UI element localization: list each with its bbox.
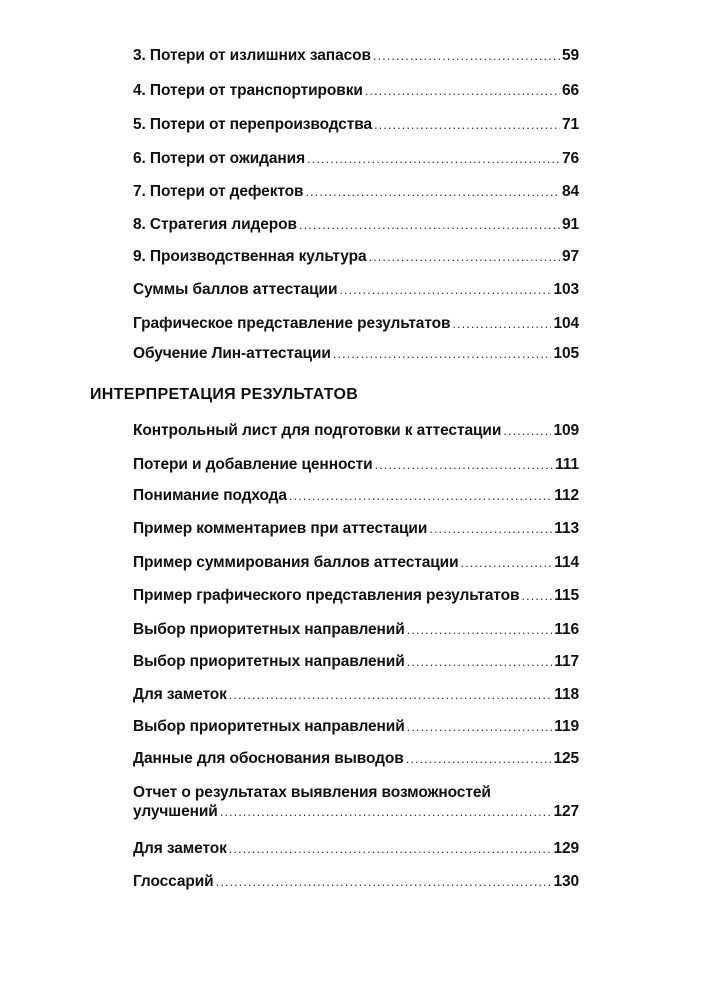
dot-leader	[289, 486, 552, 505]
dot-leader	[229, 685, 553, 704]
dot-leader	[407, 620, 553, 639]
toc-entry-title: Пример графического представления результатов	[133, 587, 520, 604]
toc-entry[interactable]	[133, 717, 579, 736]
toc-entry[interactable]	[133, 553, 579, 572]
toc-entry[interactable]	[133, 247, 579, 266]
toc-entry[interactable]	[133, 46, 579, 65]
toc-entry[interactable]	[133, 182, 579, 201]
dot-leader	[521, 586, 552, 605]
toc-entry-page: 129	[553, 840, 579, 857]
toc-entry-title: Выбор приоритетных направлений	[133, 621, 405, 638]
toc-entry-title: 8. Стратегия лидеров	[133, 216, 297, 233]
toc-entry-title: 3. Потери от излишних запасов	[133, 47, 371, 64]
dot-leader	[299, 215, 560, 234]
toc-entry-page: 103	[553, 281, 579, 298]
dot-leader	[406, 749, 552, 768]
dot-leader	[452, 314, 551, 333]
toc-entry-title: 7. Потери от дефектов	[133, 183, 304, 200]
section-heading: ИНТЕРПРЕТАЦИЯ РЕЗУЛЬТАТОВ	[90, 386, 359, 403]
dot-leader	[333, 344, 552, 363]
dot-leader	[305, 182, 560, 201]
toc-entry[interactable]	[133, 81, 579, 100]
toc-entry-page: 59	[561, 47, 579, 64]
toc-entry-page: 112	[554, 487, 579, 504]
toc-entry-page: 125	[553, 750, 579, 767]
toc-entry-title: Пример суммирования баллов аттестации	[133, 554, 459, 571]
toc-entry-title: Пример комментариев при аттестации	[133, 520, 428, 537]
toc-entry[interactable]	[133, 586, 579, 605]
toc-entry-page: 97	[561, 248, 579, 265]
toc-entry-title: Понимание подхода	[133, 487, 287, 504]
dot-leader	[374, 115, 560, 134]
toc-entry[interactable]	[133, 455, 579, 474]
dot-leader	[407, 652, 553, 671]
toc-entry[interactable]	[133, 486, 579, 505]
dot-leader	[365, 81, 560, 100]
dot-leader	[307, 149, 560, 168]
dot-leader	[229, 839, 552, 858]
toc-entry-page: 84	[561, 183, 579, 200]
toc-entry[interactable]	[133, 685, 579, 704]
toc-entry[interactable]	[133, 783, 579, 821]
toc-entry-page: 119	[554, 718, 579, 735]
dot-leader	[503, 421, 551, 440]
toc-entry-page: 118	[554, 686, 579, 703]
toc-entry-page: 127	[553, 803, 579, 820]
dot-leader	[339, 280, 551, 299]
toc-entry[interactable]	[133, 280, 579, 299]
dot-leader	[216, 872, 552, 891]
toc-entry-page: 117	[554, 653, 579, 670]
toc-entry[interactable]	[133, 215, 579, 234]
toc-entry-page: 113	[554, 520, 579, 537]
toc-entry-title: 4. Потери от транспортировки	[133, 82, 363, 99]
dot-leader	[461, 553, 553, 572]
toc-entry[interactable]	[133, 115, 579, 134]
toc-entry[interactable]	[133, 839, 579, 858]
toc-entry-title-continued: улучшений	[133, 803, 218, 820]
toc-entry-title: Глоссарий	[133, 873, 214, 890]
dot-leader	[429, 519, 552, 538]
toc-entry-title: Контрольный лист для подготовки к аттестации	[133, 422, 502, 439]
toc-entry-title: 9. Производственная культура	[133, 248, 367, 265]
toc-entry-title: Отчет о результатах выявления возможностей	[133, 784, 491, 801]
toc-entry[interactable]	[133, 872, 579, 891]
dot-leader	[375, 455, 554, 474]
toc-entry-page: 111	[555, 456, 579, 473]
toc-entry[interactable]	[133, 519, 579, 538]
dot-leader	[220, 802, 552, 821]
toc-entry[interactable]	[133, 421, 579, 440]
toc-entry-page: 104	[553, 315, 579, 332]
toc-entry-page: 130	[553, 873, 579, 890]
toc-entry-page: 116	[554, 621, 579, 638]
toc-entry[interactable]	[133, 314, 579, 333]
toc-entry-page: 91	[561, 216, 579, 233]
toc-entry-page: 105	[553, 345, 579, 362]
dot-leader	[407, 717, 553, 736]
toc-entry-title: Для заметок	[133, 686, 227, 703]
toc-entry[interactable]	[133, 620, 579, 639]
toc-entry[interactable]	[133, 652, 579, 671]
toc-entry-page: 109	[553, 422, 579, 439]
toc-entry[interactable]	[133, 344, 579, 363]
toc-entry[interactable]	[133, 149, 579, 168]
toc-entry-page: 66	[561, 82, 579, 99]
toc-entry-title: Потери и добавление ценности	[133, 456, 373, 473]
toc-entry-title: Для заметок	[133, 840, 227, 857]
toc-entry-page: 114	[554, 554, 579, 571]
toc-entry-line2	[133, 802, 579, 821]
toc-entry-title: Выбор приоритетных направлений	[133, 718, 405, 735]
dot-leader	[369, 247, 560, 266]
toc-entry-title: 5. Потери от перепроизводства	[133, 116, 373, 133]
toc-entry-page: 115	[554, 587, 579, 604]
toc-entry-title: Обучение Лин-аттестации	[133, 345, 331, 362]
toc-entry-title: Графическое представление результатов	[133, 315, 451, 332]
toc-entry[interactable]	[133, 749, 579, 768]
toc-entry-title: Данные для обоснования выводов	[133, 750, 404, 767]
toc-entry-title: Выбор приоритетных направлений	[133, 653, 405, 670]
toc-entry-title: Суммы баллов аттестации	[133, 281, 338, 298]
toc-entry-page: 76	[561, 150, 579, 167]
dot-leader	[373, 46, 560, 65]
toc-entry-page: 71	[561, 116, 579, 133]
toc-entry-title: 6. Потери от ожидания	[133, 150, 306, 167]
